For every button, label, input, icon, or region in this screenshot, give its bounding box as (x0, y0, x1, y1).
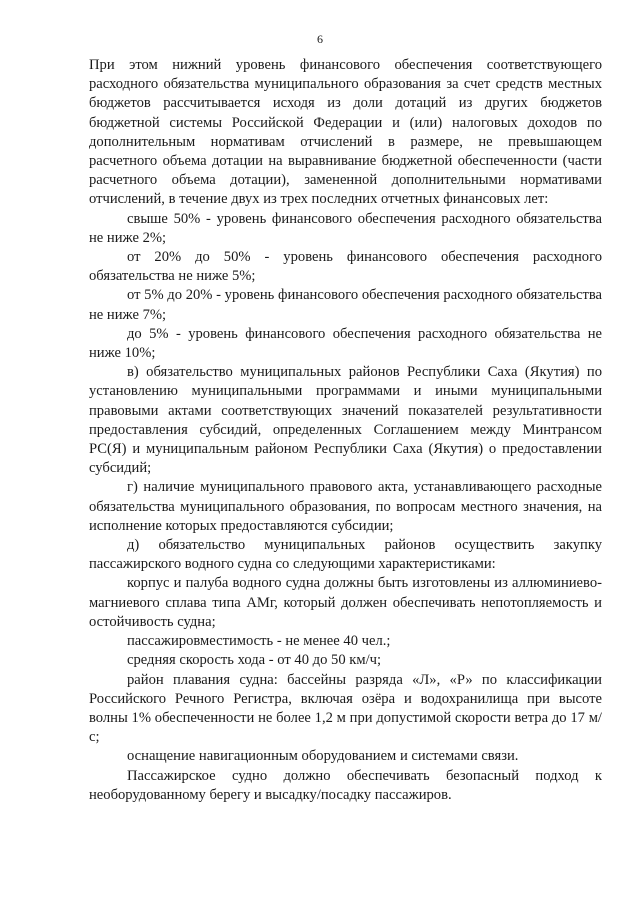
paragraph-under-5: до 5% - уровень финансового обеспечения расходного обязательства не ниже 10%; (89, 325, 602, 362)
paragraph-hull: корпус и палуба водного судна должны быть изготовлены из аллюминиево-магниевого сплава типа АМг, который должен обеспечивать непотопляемость и остойчивость судна; (89, 575, 602, 630)
paragraph-over-50: свыше 50% - уровень финансового обеспечения расходного обязательства не ниже 2%; (89, 210, 602, 246)
paragraph-item-v: в) обязательство муниципальных районов Республики Саха (Якутия) по установлению муниципальными программами и иными муниципальными правовыми актами соответствующих значений показателей результативности предоставления субсидий, определенных Соглашением между Минтрансом РС(Я) и муниципальным районом Республики Саха (Якутия) о предоставлении субсидий; (89, 364, 602, 477)
paragraph-navigation-area: район плавания судна: бассейны разряда «Л», «Р» по классификации Российского Речного Регистра, включая озёра и водохранилища при высоте волны 1% обеспеченности не более 1,2 м при допустимой скорости ветра до 17 м/с; (89, 671, 602, 746)
paragraph-landing: Пассажирское судно должно обеспечивать безопасный подход к необорудованному берегу и высадку/посадку пассажиров. (89, 767, 602, 803)
paragraph-equipment: оснащение навигационным оборудованием и системами связи. (127, 748, 519, 765)
paragraph-speed: средняя скорость хода - от 40 до 50 км/ч; (127, 652, 382, 669)
paragraph-intro: При этом нижний уровень финансового обеспечения соответствующего расходного обязательства муниципального образования за счет средств местных бюджетов рассчитывается исходя из доли дотаций из других бюджетов бюджетной системы Российской Федерации и (или) налоговых доходов по дополнительным нормативам отчислений в размере, не превышающем расчетного объема дотации на выравнивание бюджетной обеспеченности (части расчетного объема дотации), замененной дополнительными нормативами отчислений, в течение двух из трех последних отчетных финансовых лет: (89, 57, 602, 208)
paragraph-item-d: д) обязательство муниципальных районов осуществить закупку пассажирского водного судна со следующими характеристиками: (89, 537, 602, 573)
document-body (89, 56, 602, 805)
paragraph-capacity: пассажировместимость - не менее 40 чел.; (127, 633, 391, 650)
paragraph-20-50: от 20% до 50% - уровень финансового обеспечения расходного обязательства не ниже 5%; (89, 249, 602, 285)
page-number: 6 (317, 32, 323, 46)
paragraph-5-20: от 5% до 20% - уровень финансового обеспечения расходного обязательства не ниже 7%; (89, 287, 602, 323)
paragraph-item-g: г) наличие муниципального правового акта, устанавливающего расходные обязательства муниципального образования, по вопросам местного значения, на исполнение которых предоставляются субсидии; (89, 479, 602, 534)
